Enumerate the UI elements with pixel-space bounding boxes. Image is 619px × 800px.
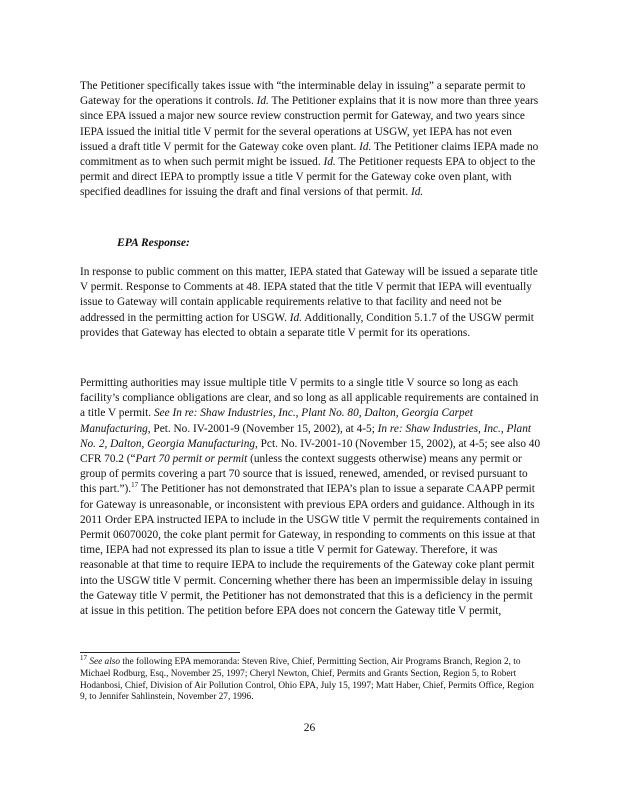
- p3-text-1: Permitting authorities may issue multiple title V permits to a single title V source so long as each facility’s compliance obligations are clear, and so long as all applicable requirements are contained in a title V permit.: [80, 377, 539, 420]
- p1-sentence-4: The Petitioner requests EPA to object to the permit and direct IEPA to promptly issue a title V permit for the Gateway coke oven plant, with specified deadlines for issuing the draft and final versions of that permit.: [80, 156, 536, 199]
- p1-citation-1: Id.: [256, 95, 269, 108]
- p3-text-3: , Pct. No. IV-2001-10 (November 15, 2002), at 4-5; see also 40 CFR 70.2 (“: [80, 437, 541, 466]
- p3-text-4: (unless the context suggests otherwise) means any permit or group of permits covering a part 70 source that is issued, renewed, amended, or revised pursuant to this part.”).: [80, 453, 528, 496]
- p2-sentence-1: In response to public comment on this matter, IEPA stated that Gateway will be issued a separate title V permit. Response to Comments at 48. IEPA stated that the title V permit that IEPA will eventually issue to Gateway will contain applicable requirements relative to that facility and need not be addressed in the permitting action for USGW.: [80, 266, 538, 324]
- section-heading: EPA Response:: [117, 236, 190, 249]
- p1-citation-2: Id.: [359, 140, 372, 153]
- p3-citation-shaw-80: See In re: Shaw Industries, Inc., Plant No. 80, Dalton, Georgia Carpet Manufacturing: [80, 407, 473, 435]
- p3-definition-term: Part 70 permit or permit: [135, 453, 248, 466]
- p1-sentence-3: The Petitioner claims IEPA made no commitment as to when such permit might be issued.: [80, 140, 539, 169]
- p3-text-5: The Petitioner has not demonstrated that IEPA’s plan to issue a separate CAAPP permit for Gateway is unreasonable, or inconsistent with previous EPA orders and guidance. Although in its 2011 Order EPA instructed IEPA to include in the USGW title V permit the requirements contained in Permit 06070020, the coke plant permit for Gateway, in responding to comments on this issue at that time, IEPA had not expressed its plan to issue a title V permit for Gateway. Therefore, it was reasonable at that time to require IEPA to include the requirements of the Gateway coke plant permit into the USGW title V permit. Concerning whether there has been an impermissible delay in issuing the Gateway title V permit, the Petitioner has not demonstrated that this is a deficiency in the permit at issue in this petition. The petition before EPA does not concern the Gateway title V permit,: [80, 483, 540, 618]
- p2-citation-1: Id.: [289, 311, 303, 324]
- p1-sentence-1: The Petitioner specifically takes issue with “the interminable delay in issuing” a separate permit to Gateway for the operations it controls.: [80, 80, 526, 108]
- p3-citation-shaw-2: In re: Shaw Industries, Inc., Plant No. 2, Dalton, Georgia Manufacturing: [80, 422, 531, 450]
- paragraph-petitioner-issue: [80, 79, 542, 201]
- footnote-see-also: See also: [89, 657, 121, 667]
- footnote: [80, 653, 542, 704]
- paragraph-multiple-permits: [80, 376, 542, 619]
- footnote-text: the following EPA memoranda: Steven Rive, Chief, Permitting Section, Air Programs Branch, Region 2, to Michael Rodburg, Esq., November 25, 1997; Cheryl Newton, Chief, Permits and Grants Section, Region 5, to Robert Hodanbosi, Chief, Division of Air Pollution Control, Ohio EPA, July 15, 1997; Matt Haber, Chief, Permits Office, Region 9, to Jennifer Sahlinstein, November 27, 1996.: [80, 657, 534, 703]
- p1-sentence-2: The Petitioner explains that it is now more than three years since EPA issued a major new source review construction permit for Gateway, and two years since IEPA issued the initial title V permit for the several operations at USGW, yet IEPA has not even issued a draft title V permit for the Gateway coke oven plant.: [80, 95, 539, 153]
- p3-text-2: , Pet. No. IV-2001-9 (November 15, 2002), at 4-5;: [147, 422, 375, 435]
- p1-citation-4: Id.: [410, 186, 424, 199]
- footnote-divider: [80, 652, 240, 653]
- page-number: 26: [303, 722, 316, 734]
- footnote-number: 17: [80, 653, 87, 662]
- paragraph-iepa-response: [80, 265, 542, 341]
- footnote-reference[interactable]: 17: [131, 481, 139, 490]
- p1-citation-3: Id.: [323, 156, 336, 169]
- p2-sentence-2: Additionally, Condition 5.1.7 of the USGW permit provides that Gateway has elected to obtain a separate title V permit for its operations.: [80, 311, 534, 339]
